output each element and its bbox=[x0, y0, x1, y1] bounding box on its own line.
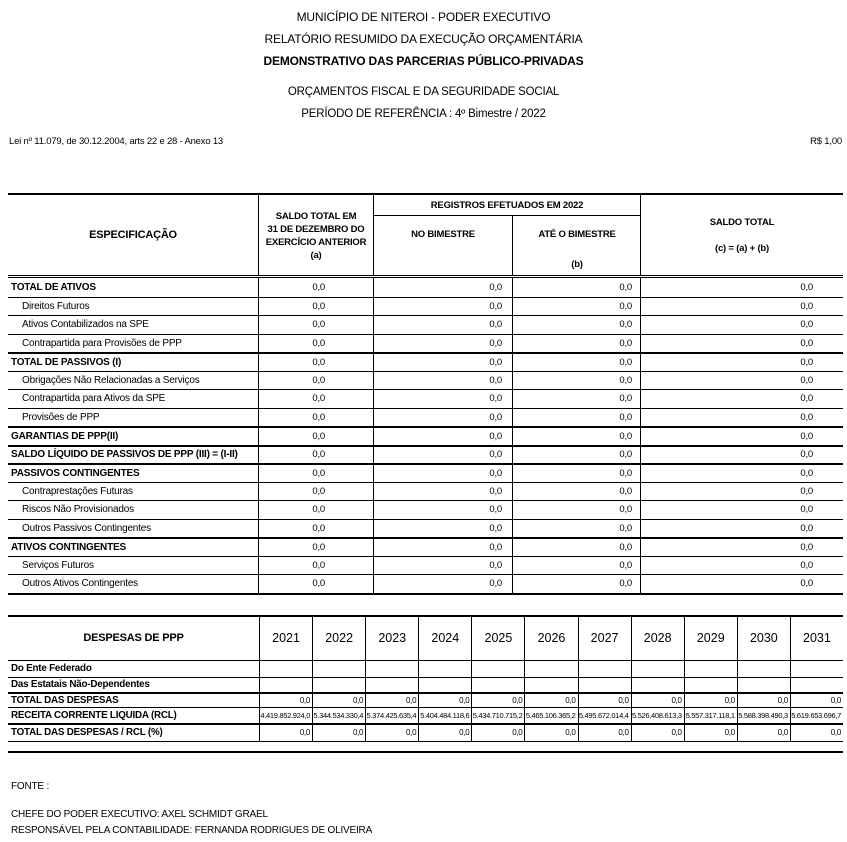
row-label: SALDO LÍQUIDO DE PASSIVOS DE PPP (III) = (I-II) bbox=[8, 447, 259, 464]
cell-2029 bbox=[684, 661, 737, 677]
col-ate-bimestre bbox=[513, 216, 641, 275]
col-saldo-anterior-line1: SALDO TOTAL EM bbox=[275, 211, 357, 222]
ppp-balance-table bbox=[8, 193, 843, 595]
cell-saldo-anterior: 0,0 bbox=[259, 335, 374, 353]
cell-ate-bimestre: 0,0 bbox=[513, 557, 641, 575]
signatures-block bbox=[11, 807, 847, 838]
table-row bbox=[8, 500, 843, 519]
cell-2028: 0,0 bbox=[631, 694, 684, 707]
cell-saldo-total: 0,0 bbox=[800, 281, 813, 293]
table-row bbox=[8, 463, 843, 482]
cell-ate-bimestre: 0,0 bbox=[513, 372, 641, 390]
ppp-balance-table-body bbox=[8, 278, 843, 593]
cell-2028: 0,0 bbox=[631, 725, 684, 741]
cell-no-bimestre: 0,0 bbox=[374, 298, 513, 316]
cell-no-bimestre: 0,0 bbox=[374, 278, 513, 297]
col-saldo-anterior-sub: (a) bbox=[310, 250, 322, 261]
cell-no-bimestre: 0,0 bbox=[374, 465, 513, 482]
cell-2031: 5.619.653.696,7 bbox=[790, 708, 843, 723]
cell-ate-bimestre: 0,0 bbox=[513, 316, 641, 334]
cell-2030: 5.588.398.490,3 bbox=[737, 708, 790, 723]
cell-2029: 5.557.317.118,1 bbox=[684, 708, 737, 723]
cell-saldo-anterior: 0,0 bbox=[259, 354, 374, 371]
cell-2026: 0,0 bbox=[524, 725, 577, 741]
cell-ate-bimestre: 0,0 bbox=[513, 465, 641, 482]
law-reference: Lei nº 11.079, de 30.12.2004, arts 22 e 28 - Anexo 13 bbox=[9, 136, 224, 147]
cell-2031 bbox=[790, 661, 843, 677]
cell-2027: 5.495.672.014,4 bbox=[578, 708, 631, 723]
table-row bbox=[8, 556, 843, 575]
ppp-expenses-table-header bbox=[8, 617, 843, 661]
ppp-expenses-table bbox=[8, 615, 843, 742]
table-row bbox=[8, 725, 843, 741]
table-row bbox=[8, 445, 843, 464]
row-label: Contraprestações Futuras bbox=[8, 483, 259, 501]
cell-ate-bimestre: 0,0 bbox=[513, 520, 641, 538]
col-saldo-anterior-line3: EXERCÍCIO ANTERIOR bbox=[265, 237, 367, 248]
col-year: 2028 bbox=[631, 617, 684, 660]
closing-rule bbox=[8, 751, 843, 754]
row-label: Direitos Futuros bbox=[8, 298, 259, 316]
ppp-expenses-table-body bbox=[8, 661, 843, 741]
title-budgets: ORÇAMENTOS FISCAL E DA SEGURIDADE SOCIAL bbox=[287, 86, 560, 98]
cell-ate-bimestre: 0,0 bbox=[513, 390, 641, 408]
cell-saldo-anterior: 0,0 bbox=[259, 447, 374, 464]
table-row bbox=[8, 297, 843, 316]
cell-no-bimestre: 0,0 bbox=[374, 501, 513, 519]
table-row bbox=[8, 334, 843, 353]
chief-executive-line: CHEFE DO PODER EXECUTIVO: AXEL SCHMIDT GRAEL bbox=[11, 809, 268, 820]
cell-ate-bimestre: 0,0 bbox=[513, 447, 641, 464]
table-row bbox=[8, 371, 843, 390]
cell-saldo-total: 0,0 bbox=[800, 578, 813, 590]
table-row bbox=[8, 661, 843, 678]
row-label: TOTAL DE PASSIVOS (I) bbox=[8, 354, 259, 371]
row-label: Ativos Contabilizados na SPE bbox=[8, 316, 259, 334]
col-saldo-total-label: SALDO TOTAL bbox=[709, 216, 775, 228]
cell-saldo-total: 0,0 bbox=[800, 374, 813, 386]
row-label: RECEITA CORRENTE LIQUIDA (RCL) bbox=[11, 709, 177, 721]
title-demonstrativo: DEMONSTRATIVO DAS PARCERIAS PÚBLICO-PRIVADAS bbox=[263, 54, 584, 68]
cell-2030 bbox=[737, 678, 790, 692]
cell-saldo-anterior: 0,0 bbox=[259, 428, 374, 445]
cell-2022 bbox=[312, 661, 365, 677]
table-row bbox=[8, 389, 843, 408]
meta-line bbox=[0, 136, 847, 147]
cell-no-bimestre: 0,0 bbox=[374, 409, 513, 427]
row-label: Do Ente Federado bbox=[11, 663, 92, 674]
cell-2025: 0,0 bbox=[471, 694, 524, 707]
table-row bbox=[8, 694, 843, 708]
cell-2021: 0,0 bbox=[259, 725, 312, 741]
cell-2021 bbox=[259, 661, 312, 677]
cell-2025: 5.434.710.715,2 bbox=[471, 708, 524, 723]
cell-saldo-total: 0,0 bbox=[800, 541, 813, 553]
cell-no-bimestre: 0,0 bbox=[374, 447, 513, 464]
cell-2029: 0,0 bbox=[684, 725, 737, 741]
cell-2026: 5.465.106.365,2 bbox=[524, 708, 577, 723]
cell-no-bimestre: 0,0 bbox=[374, 539, 513, 556]
cell-saldo-anterior: 0,0 bbox=[259, 298, 374, 316]
row-label: PASSIVOS CONTINGENTES bbox=[8, 465, 259, 482]
title-report: RELATÓRIO RESUMIDO DA EXECUÇÃO ORÇAMENTÁRIA bbox=[264, 32, 583, 46]
cell-ate-bimestre: 0,0 bbox=[513, 539, 641, 556]
row-label: ATIVOS CONTINGENTES bbox=[8, 539, 259, 556]
cell-2030: 0,0 bbox=[737, 694, 790, 707]
cell-2021 bbox=[259, 678, 312, 692]
cell-2021: 4.419.852.924,0 bbox=[259, 708, 312, 723]
ppp-balance-table-header bbox=[8, 195, 843, 278]
col-year: 2027 bbox=[578, 617, 631, 660]
table-row bbox=[8, 537, 843, 556]
col-year: 2026 bbox=[524, 617, 577, 660]
col-registros: REGISTROS EFETUADOS EM 2022 bbox=[374, 195, 640, 216]
cell-2023 bbox=[365, 661, 418, 677]
cell-2028 bbox=[631, 678, 684, 692]
row-label: GARANTIAS DE PPP(II) bbox=[8, 428, 259, 445]
cell-no-bimestre: 0,0 bbox=[374, 372, 513, 390]
cell-2024: 5.404.484.118,6 bbox=[418, 708, 471, 723]
cell-no-bimestre: 0,0 bbox=[374, 557, 513, 575]
row-label: Das Estatais Não-Dependentes bbox=[11, 679, 150, 690]
cell-2027 bbox=[578, 661, 631, 677]
row-label: Provisões de PPP bbox=[8, 409, 259, 427]
cell-2028: 5.526.408.613,3 bbox=[631, 708, 684, 723]
cell-2024 bbox=[418, 661, 471, 677]
cell-saldo-total: 0,0 bbox=[800, 522, 813, 534]
cell-ate-bimestre: 0,0 bbox=[513, 278, 641, 297]
col-saldo-anterior-line2: 31 DE DEZEMBRO DO bbox=[267, 224, 365, 235]
cell-2024 bbox=[418, 678, 471, 692]
title-municipality: MUNICÍPIO DE NITEROI - PODER EXECUTIVO bbox=[296, 10, 551, 24]
cell-saldo-anterior: 0,0 bbox=[259, 483, 374, 501]
col-year: 2029 bbox=[684, 617, 737, 660]
cell-2023: 0,0 bbox=[365, 725, 418, 741]
cell-2031 bbox=[790, 678, 843, 692]
cell-no-bimestre: 0,0 bbox=[374, 335, 513, 353]
col-ate-bimestre-label: ATÉ O BIMESTRE bbox=[538, 229, 616, 240]
cell-ate-bimestre: 0,0 bbox=[513, 428, 641, 445]
cell-saldo-total: 0,0 bbox=[800, 430, 813, 442]
table-row bbox=[8, 708, 843, 725]
table-row bbox=[8, 352, 843, 371]
cell-2031: 0,0 bbox=[790, 694, 843, 707]
col-ate-bimestre-sub: (b) bbox=[571, 259, 583, 270]
cell-ate-bimestre: 0,0 bbox=[513, 298, 641, 316]
table-row bbox=[8, 315, 843, 334]
cell-no-bimestre: 0,0 bbox=[374, 520, 513, 538]
col-no-bimestre bbox=[374, 216, 513, 275]
cell-2023: 0,0 bbox=[365, 694, 418, 707]
cell-saldo-anterior: 0,0 bbox=[259, 372, 374, 390]
row-label: Serviços Futuros bbox=[8, 557, 259, 575]
cell-2024: 0,0 bbox=[418, 725, 471, 741]
col-year: 2025 bbox=[471, 617, 524, 660]
cell-saldo-anterior: 0,0 bbox=[259, 278, 374, 297]
cell-2031: 0,0 bbox=[790, 725, 843, 741]
cell-saldo-total: 0,0 bbox=[800, 319, 813, 331]
cell-2023: 5.374.425.635,4 bbox=[365, 708, 418, 723]
cell-2030: 0,0 bbox=[737, 725, 790, 741]
cell-saldo-total: 0,0 bbox=[800, 411, 813, 423]
cell-no-bimestre: 0,0 bbox=[374, 575, 513, 593]
col-year: 2024 bbox=[418, 617, 471, 660]
cell-2023 bbox=[365, 678, 418, 692]
cell-2025 bbox=[471, 678, 524, 692]
col-no-bimestre-label: NO BIMESTRE bbox=[411, 229, 475, 240]
cell-2026 bbox=[524, 661, 577, 677]
row-label: Outros Ativos Contingentes bbox=[8, 575, 259, 593]
row-label: Contrapartida para Ativos da SPE bbox=[8, 390, 259, 408]
col-year: 2021 bbox=[259, 617, 312, 660]
cell-saldo-total: 0,0 bbox=[800, 504, 813, 516]
row-label: TOTAL DE ATIVOS bbox=[8, 278, 259, 297]
cell-saldo-total: 0,0 bbox=[800, 300, 813, 312]
cell-saldo-total: 0,0 bbox=[800, 485, 813, 497]
cell-2022: 0,0 bbox=[312, 694, 365, 707]
cell-ate-bimestre: 0,0 bbox=[513, 483, 641, 501]
cell-ate-bimestre: 0,0 bbox=[513, 501, 641, 519]
cell-saldo-anterior: 0,0 bbox=[259, 539, 374, 556]
cell-2028 bbox=[631, 661, 684, 677]
cell-2021: 0,0 bbox=[259, 694, 312, 707]
row-label: Contrapartida para Provisões de PPP bbox=[8, 335, 259, 353]
cell-ate-bimestre: 0,0 bbox=[513, 409, 641, 427]
row-label: Obrigações Não Relacionadas a Serviços bbox=[8, 372, 259, 390]
row-label: Outros Passivos Contingentes bbox=[8, 520, 259, 538]
accountant-line: RESPONSÁVEL PELA CONTABILIDADE: FERNANDA RODRIGUES DE OLIVEIRA bbox=[11, 824, 373, 836]
cell-no-bimestre: 0,0 bbox=[374, 428, 513, 445]
cell-2027 bbox=[578, 678, 631, 692]
cell-ate-bimestre: 0,0 bbox=[513, 354, 641, 371]
source-label: FONTE : bbox=[11, 781, 50, 792]
cell-saldo-anterior: 0,0 bbox=[259, 575, 374, 593]
col-year: 2022 bbox=[312, 617, 365, 660]
table-row bbox=[8, 426, 843, 445]
table-row bbox=[8, 278, 843, 297]
cell-saldo-total: 0,0 bbox=[800, 467, 813, 479]
cell-saldo-anterior: 0,0 bbox=[259, 501, 374, 519]
cell-2027: 0,0 bbox=[578, 725, 631, 741]
cell-saldo-total: 0,0 bbox=[800, 559, 813, 571]
currency-unit: R$ 1,00 bbox=[810, 136, 842, 147]
col-year: 2023 bbox=[365, 617, 418, 660]
cell-saldo-anterior: 0,0 bbox=[259, 465, 374, 482]
table-row bbox=[8, 408, 843, 427]
cell-2022: 5.344.534.330,4 bbox=[312, 708, 365, 723]
title-reference-period: PERÍODO DE REFERÊNCIA : 4º Bimestre / 2022 bbox=[301, 108, 546, 120]
cell-saldo-anterior: 0,0 bbox=[259, 409, 374, 427]
cell-saldo-anterior: 0,0 bbox=[259, 390, 374, 408]
cell-saldo-anterior: 0,0 bbox=[259, 520, 374, 538]
col-especificacao: ESPECIFICAÇÃO bbox=[8, 195, 259, 275]
cell-2025 bbox=[471, 661, 524, 677]
cell-2029 bbox=[684, 678, 737, 692]
col-despesas-ppp: DESPESAS DE PPP bbox=[83, 632, 184, 644]
table-row bbox=[8, 574, 843, 593]
col-year: 2031 bbox=[790, 617, 843, 660]
cell-2026: 0,0 bbox=[524, 694, 577, 707]
col-registros-group bbox=[374, 195, 641, 275]
cell-2024: 0,0 bbox=[418, 694, 471, 707]
col-saldo-anterior bbox=[259, 195, 374, 275]
col-year: 2030 bbox=[737, 617, 790, 660]
cell-no-bimestre: 0,0 bbox=[374, 390, 513, 408]
cell-saldo-total: 0,0 bbox=[800, 356, 813, 368]
cell-saldo-total: 0,0 bbox=[800, 337, 813, 349]
cell-saldo-anterior: 0,0 bbox=[259, 557, 374, 575]
report-header bbox=[0, 0, 847, 125]
cell-no-bimestre: 0,0 bbox=[374, 316, 513, 334]
col-saldo-total-sub: (c) = (a) + (b) bbox=[714, 242, 769, 254]
cell-2027: 0,0 bbox=[578, 694, 631, 707]
cell-2026 bbox=[524, 678, 577, 692]
cell-no-bimestre: 0,0 bbox=[374, 483, 513, 501]
cell-ate-bimestre: 0,0 bbox=[513, 335, 641, 353]
table-row bbox=[8, 482, 843, 501]
row-label: Riscos Não Provisionados bbox=[8, 501, 259, 519]
cell-saldo-total: 0,0 bbox=[800, 449, 813, 461]
cell-no-bimestre: 0,0 bbox=[374, 354, 513, 371]
table-row bbox=[8, 519, 843, 538]
row-label: TOTAL DAS DESPESAS bbox=[11, 694, 119, 706]
cell-2022: 0,0 bbox=[312, 725, 365, 741]
cell-2030 bbox=[737, 661, 790, 677]
table-row bbox=[8, 678, 843, 694]
row-label: TOTAL DAS DESPESAS / RCL (%) bbox=[11, 727, 163, 738]
cell-ate-bimestre: 0,0 bbox=[513, 575, 641, 593]
col-saldo-total bbox=[641, 195, 843, 275]
cell-saldo-anterior: 0,0 bbox=[259, 316, 374, 334]
cell-saldo-total: 0,0 bbox=[800, 393, 813, 405]
cell-2029: 0,0 bbox=[684, 694, 737, 707]
cell-2022 bbox=[312, 678, 365, 692]
cell-2025: 0,0 bbox=[471, 725, 524, 741]
